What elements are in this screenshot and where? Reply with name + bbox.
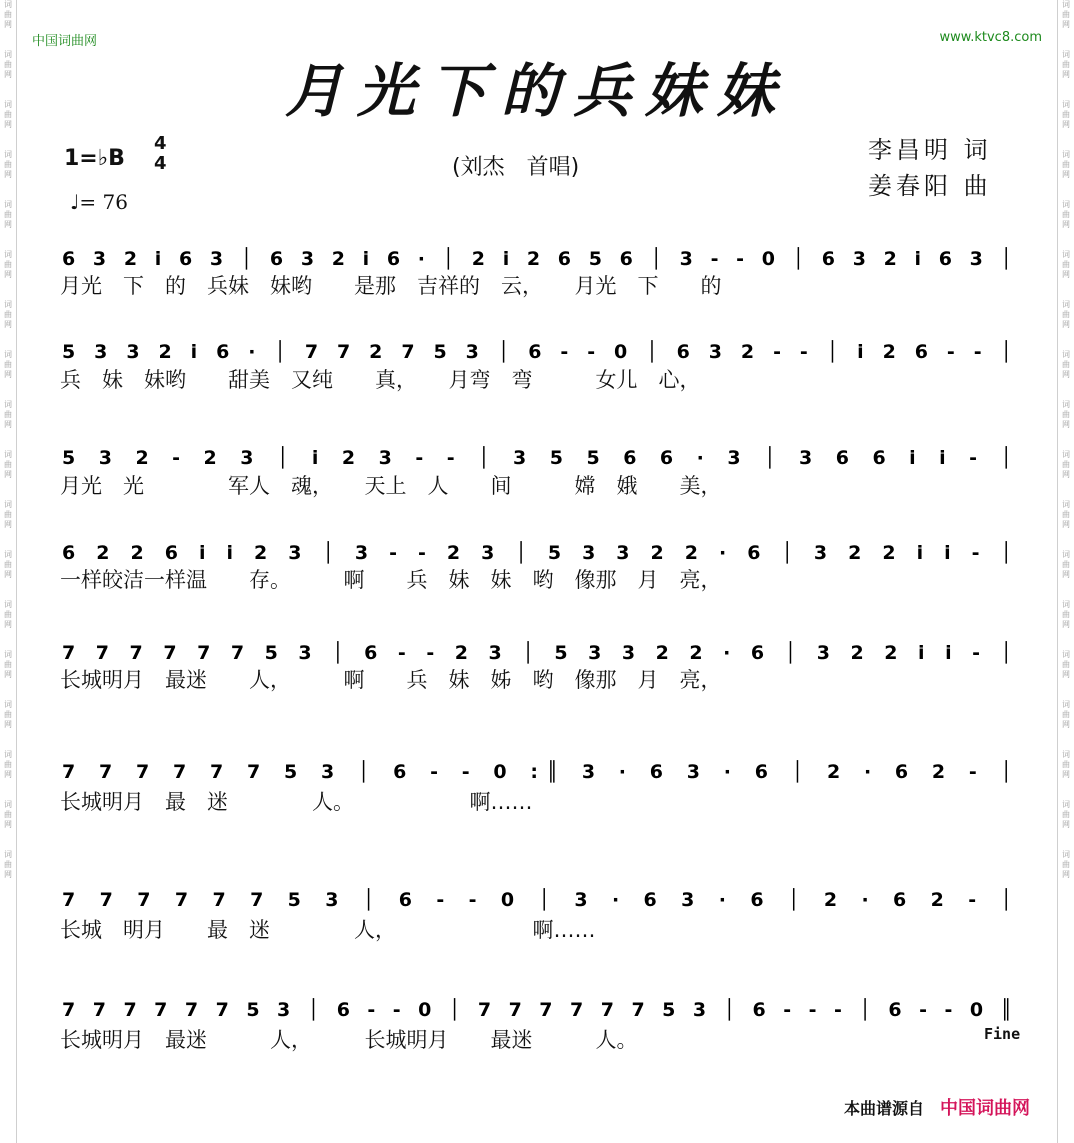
lyrics-row-4: 一样皎洁一样温 存。 啊 兵 妹 妹 哟 像那 月 亮， bbox=[60, 568, 722, 592]
footer-brand[interactable]: 中国词曲网 bbox=[940, 1098, 1031, 1119]
notation-row-1: 6 3 2 i 6 3 │ 6 3 2 i 6 · │ 2 i 2 6 5 6 │ 3 - - 0 │ 6 3 2 i 6 3 │ bbox=[62, 248, 1012, 270]
time-bottom: 4 bbox=[154, 153, 167, 174]
lyrics-row-6: 长城明月 最 迷 人。 啊…… bbox=[60, 790, 533, 814]
lyrics-row-5: 长城明月 最迷 人， 啊 兵 妹 姊 哟 像那 月 亮， bbox=[60, 668, 722, 692]
notation-row-2: 5 3 3 2 i 6 · │ 7 7 2 7 5 3 │ 6 - - 0 │ 6 3 2 - - │ i 2 6 - - │ bbox=[62, 341, 1013, 363]
footer-label: 本曲谱源自 bbox=[844, 1099, 925, 1118]
lyrics-row-2: 兵 妹 妹哟 甜美 又纯 真， 月弯 弯 女儿 心， bbox=[60, 368, 701, 392]
singer-credit: (刘杰 首唱) bbox=[452, 155, 580, 180]
notation-row-7: 7 7 7 7 7 7 5 3 │ 6 - - 0 │ 3 · 6 3 · 6 │ 2 · 6 2 - │ bbox=[62, 889, 1013, 911]
lyrics-row-7: 长城 明月 最 迷 人， 啊…… bbox=[60, 918, 596, 942]
left-margin-watermark: 词 曲 网 词 曲 网 词 曲 网 词 曲 网 词 曲 网 词 曲 网 词 曲 网 词 曲 网 词 曲 网 词 曲 网 词 曲 网 词 曲 网 词 曲 网 词 曲 网 词 曲 网 词 曲 网 词 曲 网 词 曲 网 bbox=[0, 0, 17, 1143]
key-signature: 1=♭B bbox=[64, 146, 125, 171]
song-title: 月光下的兵妹妹 bbox=[284, 57, 789, 125]
right-margin-watermark: 词 曲 网 词 曲 网 词 曲 网 词 曲 网 词 曲 网 词 曲 网 词 曲 网 词 曲 网 词 曲 网 词 曲 网 词 曲 网 词 曲 网 词 曲 网 词 曲 网 词 曲 网 词 曲 网 词 曲 网 词 曲 网 bbox=[1057, 0, 1074, 1143]
site-name-left[interactable]: 中国词曲网 bbox=[32, 34, 98, 49]
notation-row-3: 5 3 2 - 2 3 │ i 2 3 - - │ 3 5 5 6 6 · 3 │ 3 6 6 i i - │ bbox=[62, 447, 1012, 469]
notation-row-8: 7 7 7 7 7 7 5 3 │ 6 - - 0 │ 7 7 7 7 7 7 5 3 │ 6 - - - │ 6 - - 0 ║ bbox=[62, 999, 1012, 1021]
composer-credit: 姜春阳 曲 bbox=[868, 172, 992, 200]
notation-row-6: 7 7 7 7 7 7 5 3 │ 6 - - 0 :║ 3 · 6 3 · 6 │ 2 · 6 2 - │ bbox=[62, 761, 1013, 783]
lyrics-row-8: 长城明月 最迷 人， 长城明月 最迷 人。 bbox=[60, 1028, 638, 1052]
tempo-marking: ♩= 76 bbox=[70, 190, 128, 214]
lyrics-row-3: 月光 光 军人 魂， 天上 人 间 嫦 娥 美， bbox=[60, 474, 722, 498]
time-top: 4 bbox=[154, 133, 167, 154]
source-footer bbox=[844, 1094, 1030, 1120]
lyricist-credit: 李昌明 词 bbox=[868, 136, 992, 164]
lyrics-row-1: 月光 下 的 兵妹 妹哟 是那 吉祥的 云， 月光 下 的 bbox=[60, 274, 722, 298]
site-url-right[interactable]: www.ktvc8.com bbox=[939, 30, 1042, 45]
notation-row-5: 7 7 7 7 7 7 5 3 │ 6 - - 2 3 │ 5 3 3 2 2 · 6 │ 3 2 2 i i - │ bbox=[62, 642, 1012, 664]
fine-marking: Fine bbox=[984, 1025, 1021, 1043]
notation-row-4: 6 2 2 6 i i 2 3 │ 3 - - 2 3 │ 5 3 3 2 2 · 6 │ 3 2 2 i i - │ bbox=[62, 542, 1013, 564]
